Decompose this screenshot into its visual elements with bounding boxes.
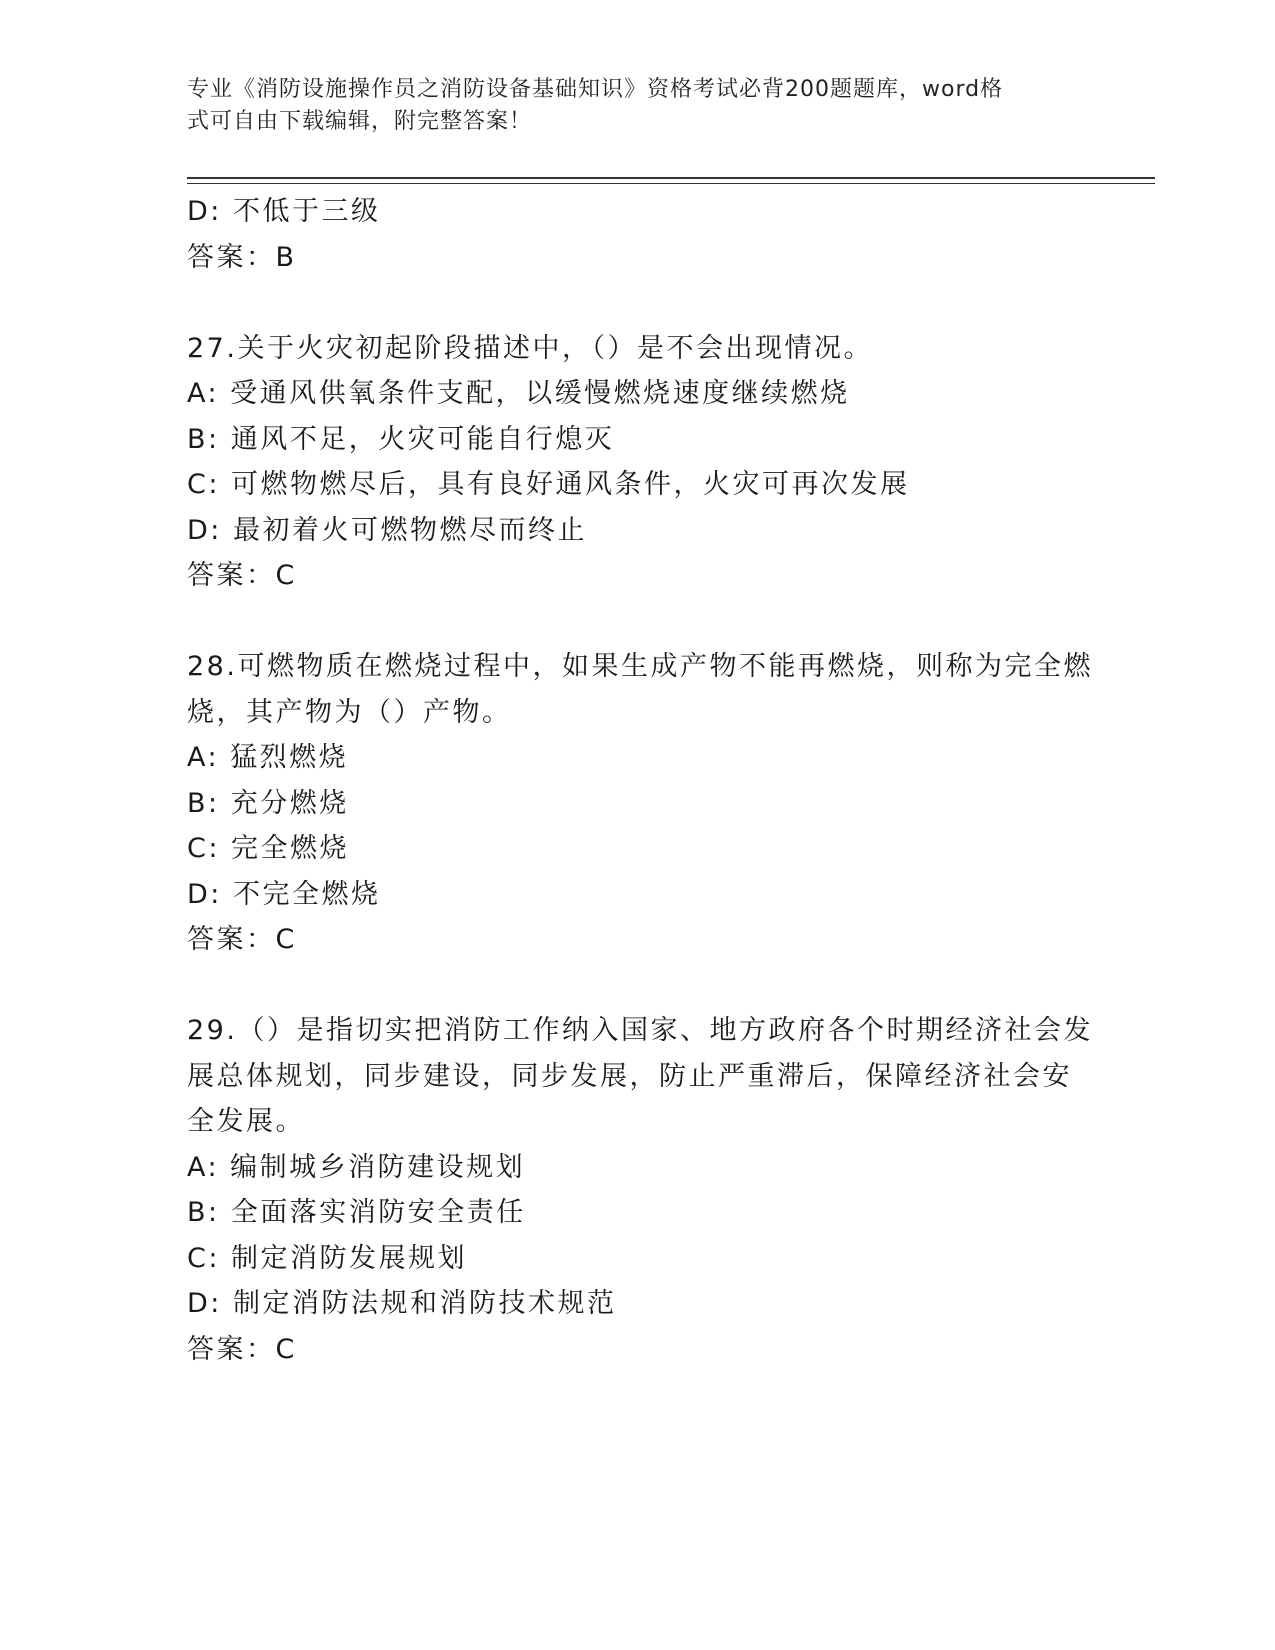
option-c: C: 制定消防发展规划 xyxy=(187,1242,468,1274)
header-rule-thick xyxy=(187,177,1155,179)
question-list xyxy=(187,189,1093,1372)
answer-line: 答案：C xyxy=(187,560,297,591)
question-stem: 烧，其产物为（）产物。 xyxy=(187,696,512,728)
spacer xyxy=(187,599,1087,645)
question-stem: 全发展。 xyxy=(187,1106,305,1137)
header-line-1: 专业《消防设施操作员之消防设备基础知识》资格考试必背200题题库，word格 xyxy=(187,77,1004,102)
question-28 xyxy=(187,644,1093,963)
header-rule-thin xyxy=(187,183,1155,184)
option-b: B: 通风不足，火灾可能自行熄灭 xyxy=(187,423,615,455)
option-a: A: 受通风供氧条件支配，以缓慢燃烧速度继续燃烧 xyxy=(187,378,850,409)
option-a: A: 猛烈燃烧 xyxy=(187,742,349,773)
answer-line: 答案：C xyxy=(187,924,297,955)
option-d: D: 不完全燃烧 xyxy=(187,878,381,910)
option-a: A: 编制城乡消防建设规划 xyxy=(187,1151,526,1183)
option-b: B: 充分燃烧 xyxy=(187,787,349,819)
question-29 xyxy=(187,1008,1093,1372)
answer-line: 答案：C xyxy=(187,1333,297,1365)
option-b: B: 全面落实消防安全责任 xyxy=(187,1197,526,1228)
option-d: D: 不低于三级 xyxy=(187,196,381,227)
spacer xyxy=(187,280,1087,326)
option-d: D: 最初着火可燃物燃尽而终止 xyxy=(187,514,587,546)
question-stem: 27.关于火灾初起阶段描述中，（）是不会出现情况。 xyxy=(187,332,873,364)
header-line-2: 式可自由下载编辑，附完整答案！ xyxy=(187,109,533,134)
prev-question-tail xyxy=(187,189,1087,280)
question-stem: 29.（）是指切实把消防工作纳入国家、地方政府各个时期经济社会发 xyxy=(187,1015,1093,1046)
answer-line: 答案：B xyxy=(187,241,297,273)
option-d: D: 制定消防法规和消防技术规范 xyxy=(187,1288,617,1319)
question-27 xyxy=(187,326,1087,599)
spacer xyxy=(187,963,1087,1009)
question-stem: 28.可燃物质在燃烧过程中，如果生成产物不能再燃烧，则称为完全燃 xyxy=(187,651,1093,682)
option-c: C: 可燃物燃尽后，具有良好通风条件，火灾可再次发展 xyxy=(187,469,910,500)
document-header xyxy=(187,74,1067,138)
question-stem: 展总体规划，同步建设，同步发展，防止严重滞后，保障经济社会安 xyxy=(187,1060,1072,1092)
option-c: C: 完全燃烧 xyxy=(187,833,350,864)
